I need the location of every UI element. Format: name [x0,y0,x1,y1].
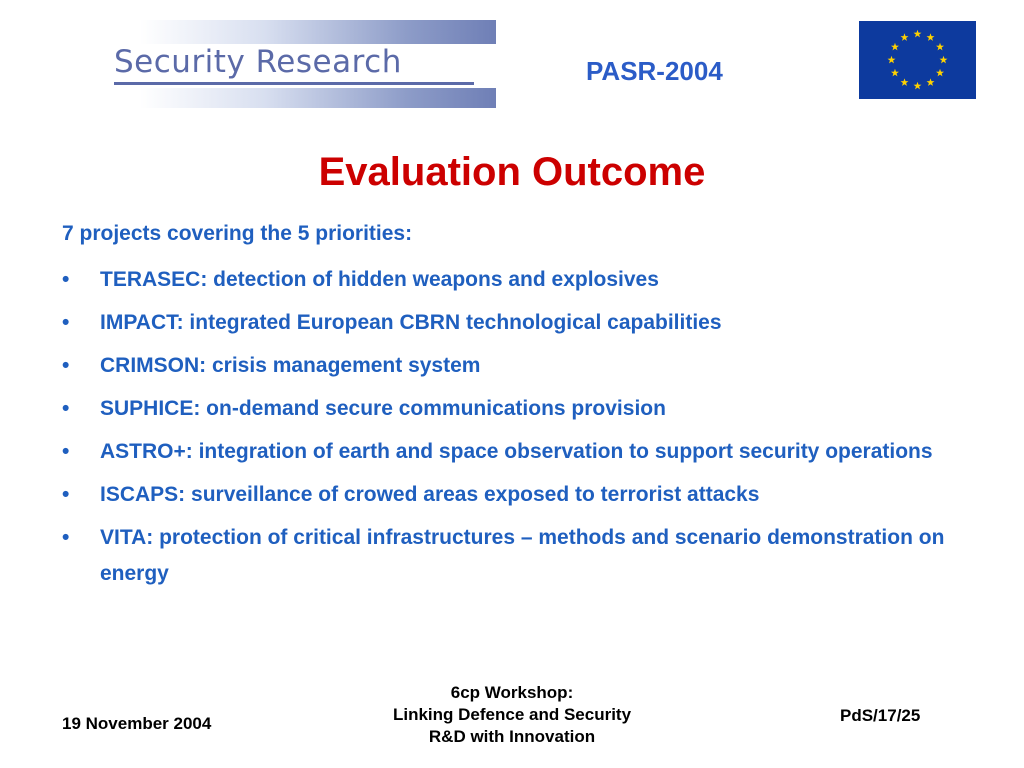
bullet-icon: • [62,483,70,506]
list-item [62,262,962,298]
logo-text [114,44,474,85]
list-item [62,520,962,592]
project-text: VITA: protection of critical infrastructures – methods and scenario demonstration on energy [100,526,945,585]
logo-underline [114,82,474,85]
logo-label: Security Research [114,44,402,80]
project-text: ASTRO+: integration of earth and space observation to support security operations [100,440,933,463]
slide-title: Evaluation Outcome [318,150,706,194]
project-list [62,262,962,599]
list-item [62,305,962,341]
bullet-icon: • [62,311,70,334]
project-text: ISCAPS: surveillance of crowed areas exposed to terrorist attacks [100,483,760,506]
list-item [62,391,962,427]
event-line-1: 6cp Workshop: [450,683,574,702]
bullet-icon: • [62,440,70,463]
bullet-icon: • [62,526,70,549]
page-number: PdS/17/25 [840,706,921,725]
bullet-icon: • [62,268,70,291]
bullet-icon: • [62,397,70,420]
logo-band-top [140,20,496,44]
event-line-3: R&D with Innovation [428,727,596,746]
list-item [62,477,962,513]
program-name: PASR-2004 [586,56,723,86]
event-line-2: Linking Defence and Security [392,705,632,724]
list-item [62,434,962,470]
logo-band-bottom [140,88,496,108]
eu-flag-icon [859,21,976,99]
project-text: TERASEC: detection of hidden weapons and explosives [100,268,659,291]
project-text: IMPACT: integrated European CBRN technological capabilities [100,311,722,334]
footer-date: 19 November 2004 [62,714,212,733]
footer-event [362,682,662,748]
project-text: CRIMSON: crisis management system [100,354,481,377]
bullet-icon: • [62,354,70,377]
intro-text: 7 projects covering the 5 priorities: [62,222,413,245]
list-item [62,348,962,384]
project-text: SUPHICE: on-demand secure communications provision [100,397,666,420]
